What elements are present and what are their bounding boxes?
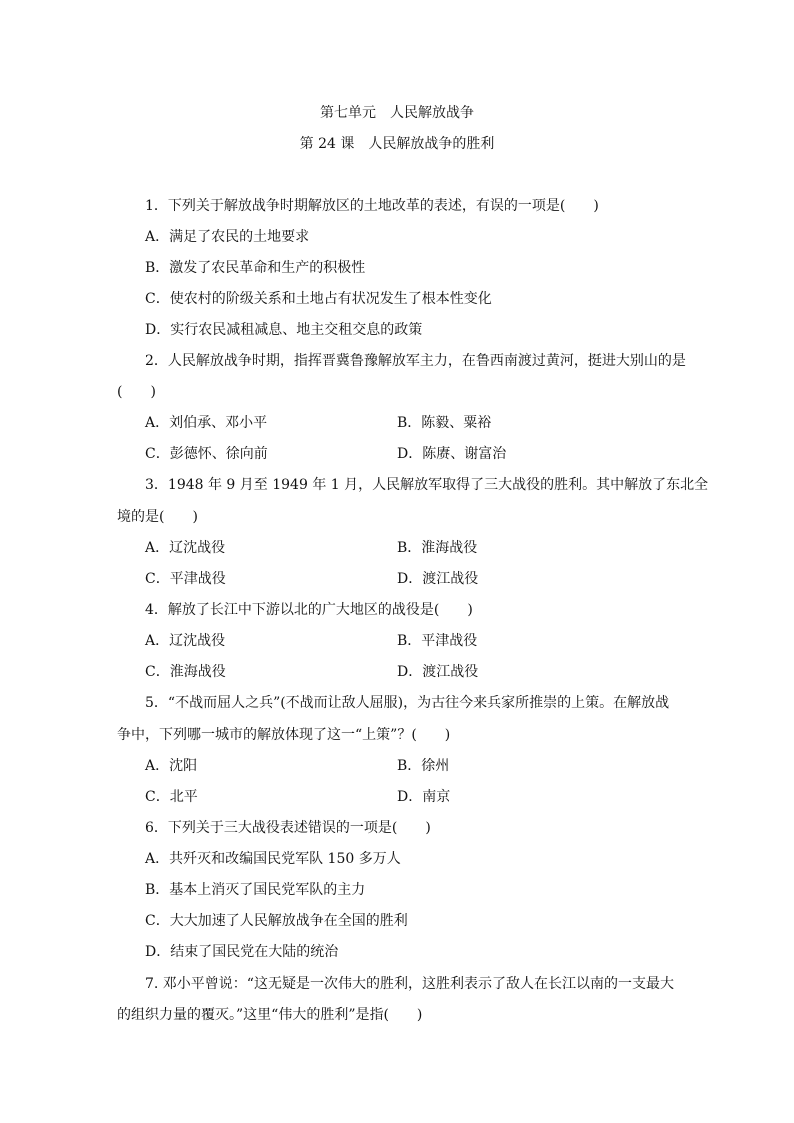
question-1-option-d: D．实行农民减租减息、地主交租交息的政策	[145, 322, 423, 338]
question-5-stem: 5．“不战而屈人之兵”(不战而让敌人屈服)，为古往今来兵家所推崇的上策。在解放战	[145, 695, 670, 711]
question-7-stem: 7. 邓小平曾说：“这无疑是一次伟大的胜利，这胜利表示了敌人在长江以南的一支最大	[145, 976, 674, 992]
question-4-option-d: D．渡江战役	[397, 664, 479, 680]
question-1-option-b: B．激发了农民革命和生产的积极性	[145, 260, 366, 276]
question-4-stem: 4．解放了长江中下游以北的广大地区的战役是( )	[145, 602, 473, 618]
question-5-option-b: B．徐州	[397, 758, 450, 774]
question-3-stem: 3．1948 年 9 月至 1949 年 1 月，人民解放军取得了三大战役的胜利。其中解放了东北全	[145, 477, 709, 493]
question-1-option-c: C．使农村的阶级关系和土地占有状况发生了根本性变化	[145, 291, 492, 307]
question-2-stem: 2．人民解放战争时期，指挥晋冀鲁豫解放军主力，在鲁西南渡过黄河，挺进大别山的是	[145, 353, 686, 369]
unit-title: 第七单元 人民解放战争	[320, 105, 474, 121]
question-6-option-b: B．基本上消灭了国民党军队的主力	[145, 882, 366, 898]
question-6-option-d: D．结束了国民党在大陆的统治	[145, 944, 339, 960]
question-2-stem-continued: ( )	[117, 384, 156, 400]
question-3-option-c: C．平津战役	[145, 571, 226, 587]
question-5-option-c: C．北平	[145, 789, 198, 805]
question-6-stem: 6．下列关于三大战役表述错误的一项是( )	[145, 820, 431, 836]
question-2-option-c: C．彭德怀、徐向前	[145, 446, 268, 462]
question-3-option-d: D．渡江战役	[397, 571, 479, 587]
question-7-stem-continued: 的组织力量的覆灭。”这里“伟大的胜利”是指( )	[117, 1007, 423, 1023]
question-3-stem-continued: 境的是( )	[117, 509, 198, 525]
question-3-option-a: A．辽沈战役	[145, 540, 226, 556]
question-6-option-c: C．大大加速了人民解放战争在全国的胜利	[145, 913, 408, 929]
question-6-option-a: A．共歼灭和改编国民党军队 150 多万人	[145, 851, 401, 867]
question-4-option-c: C．淮海战役	[145, 664, 226, 680]
question-3-option-b: B．淮海战役	[397, 540, 478, 556]
question-4-option-a: A．辽沈战役	[145, 633, 226, 649]
question-5-option-a: A．沈阳	[145, 758, 198, 774]
question-4-option-b: B．平津战役	[397, 633, 478, 649]
question-2-option-a: A．刘伯承、邓小平	[145, 415, 268, 431]
question-5-option-d: D．南京	[397, 789, 451, 805]
question-5-stem-continued: 争中，下列哪一城市的解放体现了这一“上策”？( )	[117, 727, 451, 743]
question-1-option-a: A．满足了农民的土地要求	[145, 229, 310, 245]
lesson-title: 第 24 课 人民解放战争的胜利	[299, 136, 495, 152]
question-2-option-d: D．陈赓、谢富治	[397, 446, 507, 462]
question-1-stem: 1．下列关于解放战争时期解放区的土地改革的表述，有误的一项是( )	[145, 198, 599, 214]
question-2-option-b: B．陈毅、粟裕	[397, 415, 492, 431]
